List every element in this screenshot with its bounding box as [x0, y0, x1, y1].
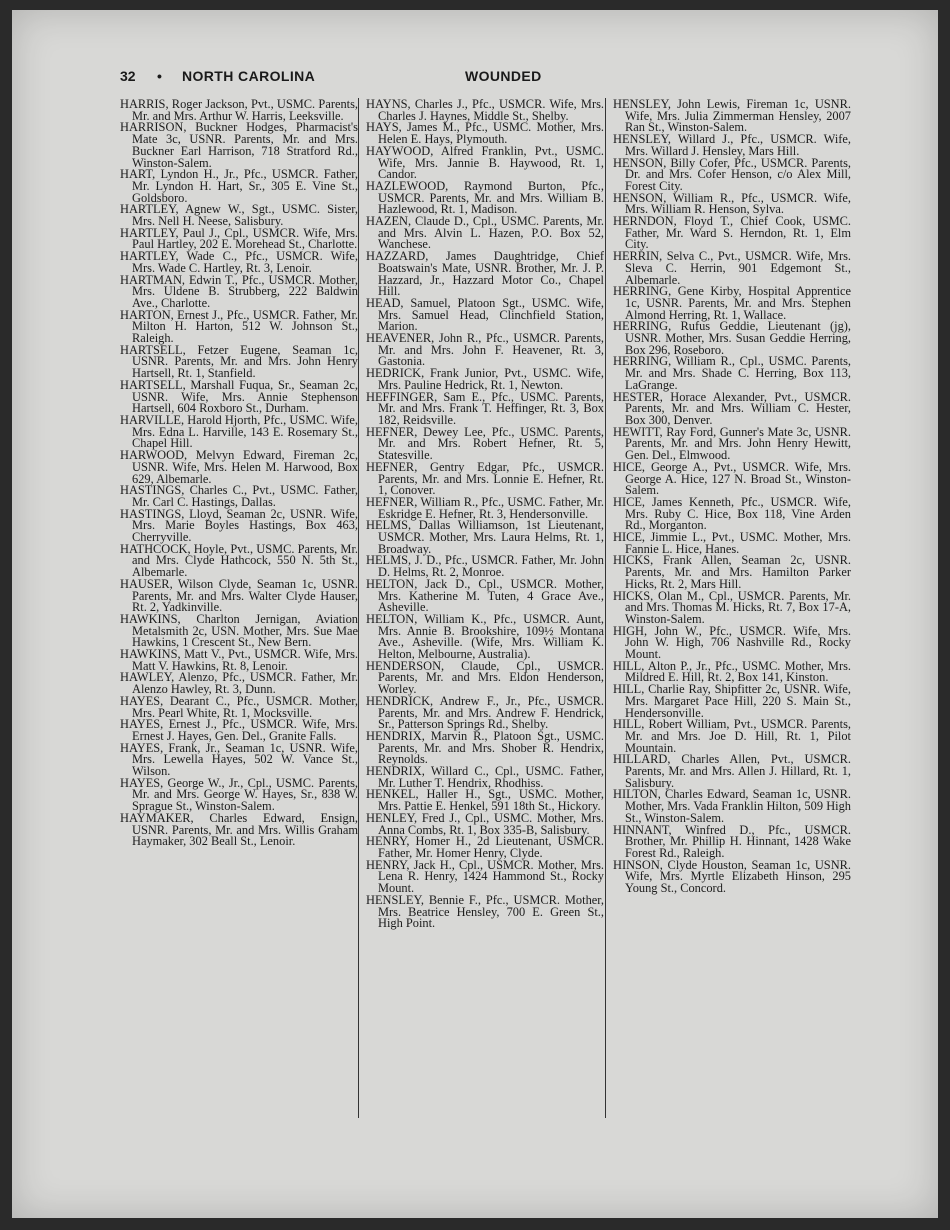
casualty-entry: HEDRICK, Frank Junior, Pvt., USMC. Wife, Mrs. Pauline Hedrick, Rt. 1, Newton. [366, 366, 604, 392]
casualty-entry: HASTINGS, Lloyd, Seaman 2c, USNR. Wife, Mrs. Marie Boyles Hastings, Box 463, Cherryville. [120, 506, 358, 545]
casualty-entry: HILLARD, Charles Allen, Pvt., USMCR. Parents, Mr. and Mrs. Allen J. Hillard, Rt. 1, Salisbury. [613, 752, 851, 790]
casualty-entry: HERNDON, Floyd T., Chief Cook, USMC. Father, Mr. Ward S. Herndon, Rt. 1, Elm City. [613, 214, 851, 252]
casualty-entry: HILL, Alton P., Jr., Pfc., USMC. Mother, Mrs. Mildred E. Hill, Rt. 2, Box 141, Kinston. [613, 658, 851, 685]
casualty-entry: HARTMAN, Edwin T., Pfc., USMCR. Mother, Mrs. Uldene B. Strubberg, 222 Baldwin Ave., Charlotte. [120, 272, 358, 310]
casualty-entry: HAWKINS, Charlton Jernigan, Aviation Metalsmith 2c, USN. Mother, Mrs. Sue Mae Hawkins, 1 Crescent St., New Bern. [120, 611, 358, 650]
casualty-entry: HARRIS, Roger Jackson, Pvt., USMC. Parents, Mr. and Mrs. Arthur W. Harris, Leeksville. [120, 97, 358, 123]
page-number: 32 [120, 68, 136, 84]
casualty-entry: HENDRIX, Marvin R., Platoon Sgt., USMC. Parents, Mr. and Mrs. Shober R. Hendrix, Reynolds. [366, 728, 604, 767]
casualty-entry: HELTON, Jack D., Cpl., USMCR. Mother, Mrs. Katherine M. Tuten, 4 Grace Ave., Asheville. [366, 576, 604, 615]
casualty-entry: HAUSER, Wilson Clyde, Seaman 1c, USNR. Parents, Mr. and Mrs. Walter Clyde Hauser, Rt. 2, Yadkinville. [120, 576, 358, 615]
text-column-1 [120, 99, 358, 848]
casualty-entry: HART, Lyndon H., Jr., Pfc., USMCR. Father, Mr. Lyndon H. Hart, Sr., 305 E. Vine St., Goldsboro. [120, 167, 358, 205]
text-column-3 [613, 99, 851, 895]
casualty-entry: HERRIN, Selva C., Pvt., USMCR. Wife, Mrs. Sleva C. Herrin, 901 Edgemont St., Albemarle. [613, 249, 851, 287]
casualty-entry: HICKS, Frank Allen, Seaman 2c, USNR. Parents, Mr. and Mrs. Hamilton Parker Hicks, Rt. 2, Mars Hill. [613, 553, 851, 591]
header-bullet: • [157, 68, 162, 84]
casualty-entry: HELMS, Dallas Williamson, 1st Lieutenant, USMCR. Mother, Mrs. Laura Helms, Rt. 1, Broadway. [366, 518, 604, 556]
casualty-entry: HENDERSON, Claude, Cpl., USMCR. Parents, Mr. and Mrs. Eldon Henderson, Worley. [366, 658, 604, 697]
text-column-2 [366, 99, 604, 930]
casualty-entry: HARTSELL, Fetzer Eugene, Seaman 1c, USNR. Parents, Mr. and Mrs. John Henry Hartsell, Rt. 1, Stanfield. [120, 342, 358, 381]
casualty-entry: HARWOOD, Melvyn Edward, Fireman 2c, USNR. Wife, Mrs. Helen M. Harwood, Box 629, Albemarle. [120, 448, 358, 486]
casualty-entry: HICE, Jimmie L., Pvt., USMC. Mother, Mrs. Fannie L. Hice, Hanes. [613, 530, 851, 556]
casualty-entry: HICE, George A., Pvt., USMCR. Wife, Mrs. George A. Hice, 127 N. Broad St., Winston-Salem. [613, 459, 851, 498]
casualty-entry: HENSLEY, Bennie F., Pfc., USMCR. Mother, Mrs. Beatrice Hensley, 700 E. Green St., High Point. [366, 892, 604, 931]
casualty-entry: HINNANT, Winfred D., Pfc., USMCR. Brother, Mr. Phillip H. Hinnant, 1428 Wake Forest Rd., Raleigh. [613, 822, 851, 860]
casualty-entry: HENSON, Billy Cofer, Pfc., USMCR. Parents, Dr. and Mrs. Cofer Henson, c/o Alex Mill, Forest City. [613, 155, 851, 193]
casualty-entry: HAYES, Frank, Jr., Seaman 1c, USNR. Wife, Mrs. Lewella Hayes, 502 W. Vance St., Wilson. [120, 740, 358, 779]
casualty-entry: HEAVENER, John R., Pfc., USMCR. Parents, Mr. and Mrs. John F. Heavener, Rt. 3, Gastonia. [366, 331, 604, 369]
casualty-entry: HILL, Charlie Ray, Shipfitter 2c, USNR. Wife, Mrs. Margaret Pace Hill, 220 S. Main St., Hendersonville. [613, 682, 851, 720]
casualty-entry: HENRY, Jack H., Cpl., USMCR. Mother, Mrs. Lena R. Henry, 1424 Hammond St., Rocky Mount. [366, 857, 604, 896]
casualty-entry: HAYES, Ernest J., Pfc., USMCR. Wife, Mrs. Ernest J. Hayes, Gen. Del., Granite Falls. [120, 717, 358, 743]
casualty-entry: HAYMAKER, Charles Edward, Ensign, USNR. Parents, Mr. and Mrs. Willis Graham Haymaker, 302 Beall St., Lenoir. [120, 810, 358, 849]
casualty-entry: HERRING, William R., Cpl., USMC. Parents, Mr. and Mrs. Shade C. Herring, Box 113, LaGrange. [613, 354, 851, 392]
casualty-entry: HAWKINS, Matt V., Pvt., USMCR. Wife, Mrs. Matt V. Hawkins, Rt. 8, Lenoir. [120, 647, 358, 673]
casualty-entry: HAYS, James M., Pfc., USMC. Mother, Mrs. Helen E. Hays, Plymouth. [366, 120, 604, 147]
casualty-entry: HAYES, Dearant C., Pfc., USMCR. Mother, Mrs. Pearl White, Rt. 1, Mocksville. [120, 693, 358, 720]
casualty-entry: HENSLEY, Willard J., Pfc., USMCR. Wife, Mrs. Willard J. Hensley, Mars Hill. [613, 132, 851, 158]
casualty-entry: HATHCOCK, Hoyle, Pvt., USMC. Parents, Mr. and Mrs. Clyde Hathcock, 550 N. 5th St., Albemarle. [120, 541, 358, 580]
casualty-entry: HINSON, Clyde Houston, Seaman 1c, USNR. Wife, Mrs. Myrtle Elizabeth Hinson, 295 Young St., Concord. [613, 857, 851, 896]
casualty-entry: HERRING, Gene Kirby, Hospital Apprentice 1c, USNR. Parents, Mr. and Mrs. Stephen Almond Herring, Rt. 1, Wallace. [613, 284, 851, 322]
casualty-entry: HARTON, Ernest J., Pfc., USMCR. Father, Mr. Milton H. Harton, 512 W. Johnson St., Raleigh. [120, 307, 358, 346]
casualty-entry: HERRING, Rufus Geddie, Lieutenant (jg), USNR. Mother, Mrs. Susan Geddie Herring, Box 296, Roseboro. [613, 319, 851, 357]
casualty-entry: HAZLEWOOD, Raymond Burton, Pfc., USMCR. Parents, Mr. and Mrs. William B. Hazlewood, Rt. 1, Madison. [366, 178, 604, 217]
casualty-entry: HARTLEY, Wade C., Pfc., USMCR. Wife, Mrs. Wade C. Hartley, Rt. 3, Lenoir. [120, 249, 358, 275]
header-section: WOUNDED [465, 68, 542, 84]
casualty-entry: HAZZARD, James Daughtridge, Chief Boatswain's Mate, USNR. Brother, Mr. J. P. Hazzard, Jr., Hazzard Motor Co., Chapel Hill. [366, 249, 604, 299]
casualty-entry: HENDRIX, Willard C., Cpl., USMC. Father, Mr. Luther T. Hendrix, Rhodhiss. [366, 764, 604, 790]
casualty-entry: HARRISON, Buckner Hodges, Pharmacist's Mate 3c, USNR. Parents, Mr. and Mrs. Buckner Earl Harrison, 718 Stratford Rd., Winston-Salem. [120, 120, 358, 170]
casualty-entry: HENDRICK, Andrew F., Jr., Pfc., USMCR. Parents, Mr. and Mrs. Andrew F. Hendrick, Sr., Patterson Springs Rd., Shelby. [366, 693, 604, 732]
casualty-entry: HENKEL, Haller H., Sgt., USMC. Mother, Mrs. Pattie E. Henkel, 591 18th St., Hickory. [366, 787, 604, 814]
header-state: NORTH CAROLINA [182, 68, 316, 84]
casualty-entry: HARTLEY, Agnew W., Sgt., USMC. Sister, Mrs. Nell H. Neese, Salisbury. [120, 202, 358, 229]
casualty-entry: HIGH, John W., Pfc., USMCR. Wife, Mrs. John W. High, 706 Nashville Rd., Rocky Mount. [613, 623, 851, 662]
casualty-entry: HENLEY, Fred J., Cpl., USMC. Mother, Mrs. Anna Combs, Rt. 1, Box 335-B, Salisbury. [366, 810, 604, 837]
casualty-entry: HARTLEY, Paul J., Cpl., USMCR. Wife, Mrs. Paul Hartley, 202 E. Morehead St., Charlotte. [120, 225, 358, 252]
casualty-entry: HEFNER, Dewey Lee, Pfc., USMC. Parents, Mr. and Mrs. Robert Hefner, Rt. 5, Statesville. [366, 424, 604, 463]
casualty-entry: HAYWOOD, Alfred Franklin, Pvt., USMC. Wife, Mrs. Jannie B. Haywood, Rt. 1, Candor. [366, 143, 604, 182]
casualty-entry: HENSLEY, John Lewis, Fireman 1c, USNR. Wife, Mrs. Julia Zimmerman Hensley, 2007 Ran St., Winston-Salem. [613, 97, 851, 135]
page-header [120, 68, 860, 90]
casualty-entry: HELTON, William K., Pfc., USMCR. Aunt, Mrs. Annie B. Brookshire, 109½ Montana Ave., Asheville. (Wife, Mrs. William K. Helton, Melbourne, Australia). [366, 611, 604, 662]
column-divider [605, 98, 606, 1118]
casualty-entry: HAZEN, Claude D., Cpl., USMC. Parents, Mr. and Mrs. Alvin L. Hazen, P.O. Box 52, Wanchese. [366, 214, 604, 252]
casualty-entry: HEWITT, Ray Ford, Gunner's Mate 3c, USNR. Parents, Mr. and Mrs. John Henry Hewitt, Gen. Del., Elmwood. [613, 424, 851, 463]
casualty-entry: HENRY, Homer H., 2d Lieutenant, USMCR. Father, Mr. Homer Henry, Clyde. [366, 834, 604, 860]
column-divider [358, 98, 359, 1118]
casualty-entry: HICKS, Olan M., Cpl., USMCR. Parents, Mr. and Mrs. Thomas M. Hicks, Rt. 7, Box 17-A, Winston-Salem. [613, 588, 851, 626]
casualty-entry: HEFFINGER, Sam E., Pfc., USMC. Parents, Mr. and Mrs. Frank T. Heffinger, Rt. 3, Box 182, Reidsville. [366, 389, 604, 427]
casualty-entry: HEFNER, Gentry Edgar, Pfc., USMCR. Parents, Mr. and Mrs. Lonnie E. Hefner, Rt. 1, Conover. [366, 459, 604, 498]
casualty-entry: HELMS, J. D., Pfc., USMCR. Father, Mr. John D. Helms, Rt. 2, Monroe. [366, 553, 604, 580]
casualty-entry: HAYNS, Charles J., Pfc., USMCR. Wife, Mrs. Charles J. Haynes, Middle St., Shelby. [366, 97, 604, 123]
casualty-entry: HILTON, Charles Edward, Seaman 1c, USNR. Mother, Mrs. Vada Franklin Hilton, 509 High St., Winston-Salem. [613, 787, 851, 825]
casualty-entry: HILL, Robert William, Pvt., USMCR. Parents, Mr. and Mrs. Joe D. Hill, Rt. 1, Pilot Mountain. [613, 717, 851, 755]
casualty-entry: HESTER, Horace Alexander, Pvt., USMCR. Parents, Mr. and Mrs. William C. Hester, Box 300, Denver. [613, 389, 851, 427]
casualty-entry: HENSON, William R., Pfc., USMCR. Wife, Mrs. William R. Henson, Sylva. [613, 190, 851, 217]
casualty-entry: HASTINGS, Charles C., Pvt., USMC. Father, Mr. Carl C. Hastings, Dallas. [120, 483, 358, 509]
casualty-entry: HARTSELL, Marshall Fuqua, Sr., Seaman 2c, USNR. Wife, Mrs. Annie Stephenson Hartsell, 604 Roxboro St., Durham. [120, 377, 358, 416]
casualty-entry: HICE, James Kenneth, Pfc., USMCR. Wife, Mrs. Ruby C. Hice, Box 118, Vine Arden Rd., Morganton. [613, 494, 851, 533]
casualty-entry: HARVILLE, Harold Hjorth, Pfc., USMC. Wife, Mrs. Edna L. Harville, 143 E. Rosemary St., Chapel Hill. [120, 412, 358, 451]
casualty-entry: HEFNER, William R., Pfc., USMC. Father, Mr. Eskridge E. Hefner, Rt. 3, Hendersonville. [366, 494, 604, 521]
casualty-entry: HAWLEY, Alenzo, Pfc., USMCR. Father, Mr. Alenzo Hawley, Rt. 3, Dunn. [120, 670, 358, 697]
casualty-entry: HAYES, George W., Jr., Cpl., USMC. Parents, Mr. and Mrs. George W. Hayes, Sr., 838 W. Sprague St., Winston-Salem. [120, 775, 358, 814]
casualty-entry: HEAD, Samuel, Platoon Sgt., USMC. Wife, Mrs. Samuel Head, Clinchfield Station, Marion. [366, 295, 604, 334]
